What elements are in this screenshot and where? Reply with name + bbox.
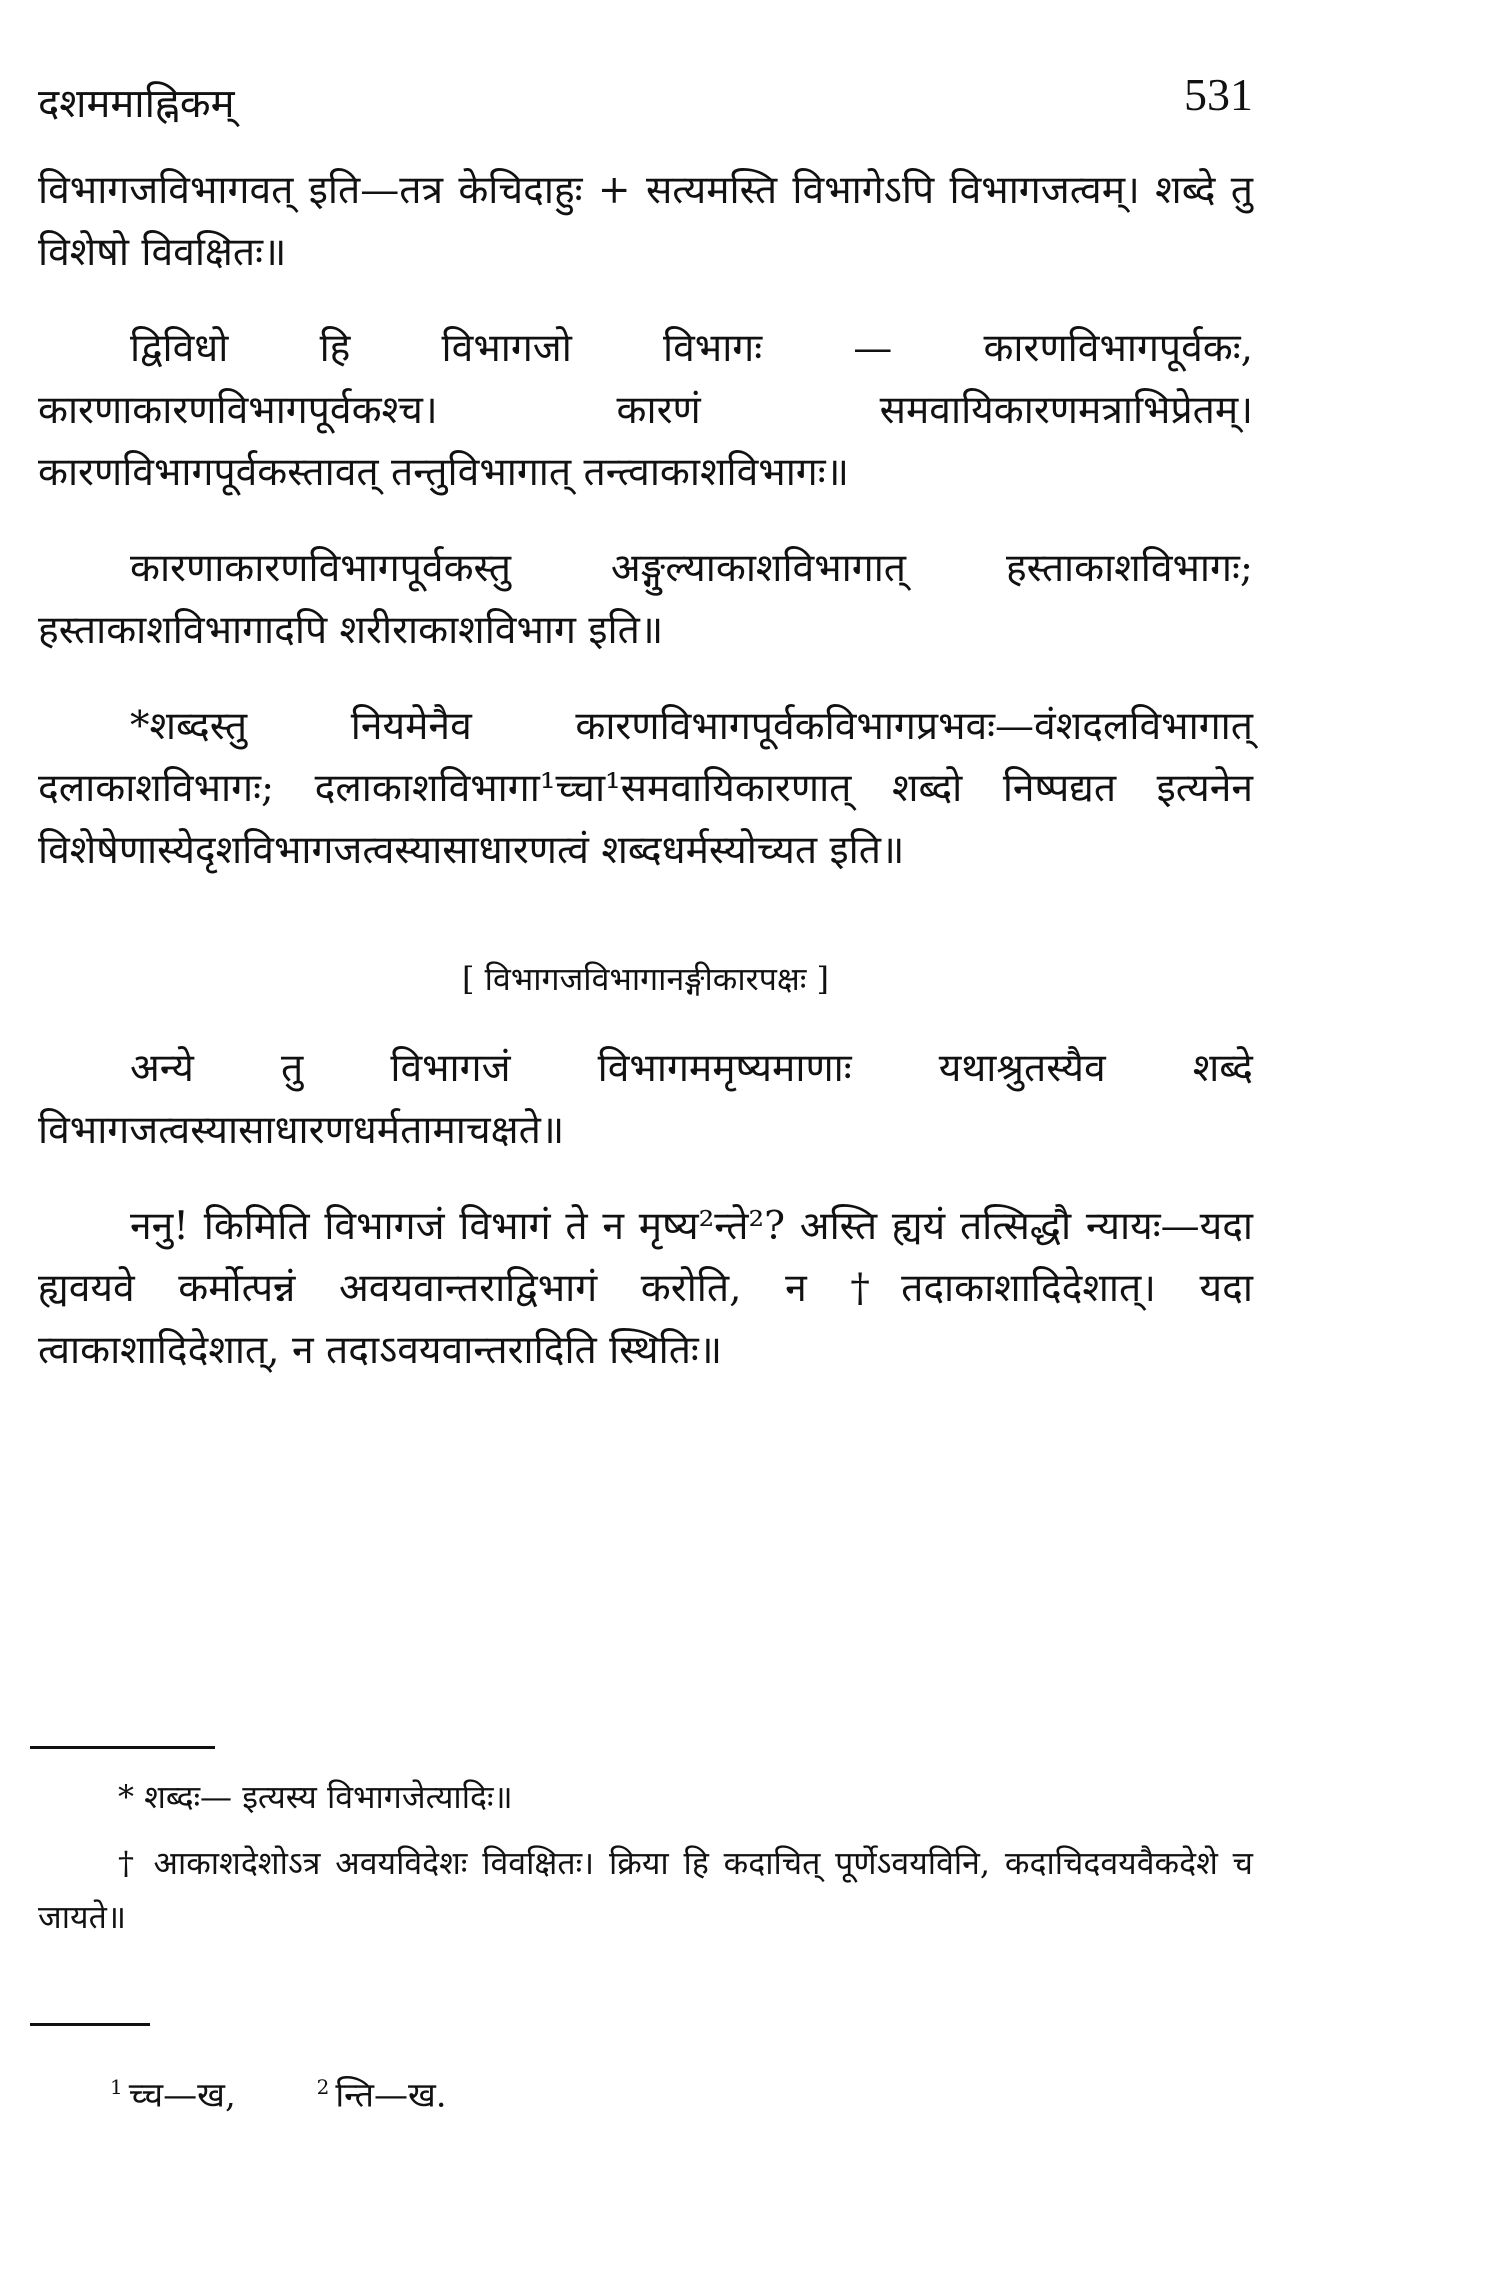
- variant-readings: [110, 2060, 517, 2122]
- page-number: 531: [1184, 69, 1253, 120]
- main-text: [38, 160, 1253, 1416]
- variants-divider: [30, 2023, 150, 2026]
- running-head: दशममाह्निकम्: [38, 81, 235, 127]
- footnote: * शब्दः— इत्यस्य विभागजेत्यादिः॥: [118, 1778, 513, 1816]
- variant-text: न्ति—ख.: [335, 2075, 447, 2116]
- paragraph: ननु! किमिति विभागजं विभागं ते न मृष्य²न्ते²? अस्ति ह्ययं तत्सिद्धौ न्यायः—यदा ह्यवयवे कर्मोत्पन्नं अवयवान्तराद्विभागं करोति, न †तदाकाशादिदेशात्। यदा त्वाकाशादिदेशात्, न तदाऽवयवान्तरादिति स्थितिः॥: [38, 1204, 1253, 1373]
- variant-mark: 1: [110, 2075, 123, 2099]
- variant-mark: 2: [316, 2075, 330, 2099]
- section-heading: [ विभागजविभागानङ्गीकारपक्षः ]: [462, 960, 829, 998]
- paragraph: कारणाकारणविभागपूर्वकस्तु अङ्गुल्याकाशविभागात् हस्ताकाशविभागः; हस्ताकाशविभागादपि शरीराकाशविभाग इति॥: [38, 546, 1253, 653]
- variant-reading: [317, 2060, 447, 2122]
- paragraph: द्विविधो हि विभागजो विभागः — कारणविभागपूर्वकः, कारणाकारणविभागपूर्वकश्च। कारणं समवायिकारणमत्राभिप्रेतम्। कारणविभागपूर्वकस्तावत् तन्तुविभागात् तन्त्वाकाशविभागः॥: [38, 326, 1253, 495]
- footnotes: [38, 1770, 1253, 1956]
- footnote-divider: [30, 1746, 215, 1749]
- variant-reading: [110, 2060, 236, 2122]
- page-header: [38, 68, 1253, 138]
- paragraph: विभागजविभागवत् इति—तत्र केचिदाहुः + सत्यमस्ति विभागेऽपि विभागजत्वम्। शब्दे तु विशेषो विवक्षितः॥: [38, 168, 1253, 275]
- variant-text: च्च—ख,: [128, 2075, 236, 2116]
- paragraph: *शब्दस्तु नियमेनैव कारणविभागपूर्वकविभागप्रभवः—वंशदलविभागात् दलाकाशविभागः; दलाकाशविभागा¹च्चा¹समवायिकारणात् शब्दो निष्पद्यत इत्यनेन विशेषेणास्येदृशविभागजत्वस्यासाधारणत्वं शब्दधर्मस्योच्यत इति॥: [38, 704, 1253, 873]
- paragraph: अन्ये तु विभागजं विभागममृष्यमाणाः यथाश्रुतस्यैव शब्दे विभागजत्वस्यासाधारणधर्मतामाचक्षते॥: [38, 1046, 1253, 1153]
- footnote: † आकाशदेशोऽत्र अवयविदेशः विवक्षितः। क्रिया हि कदाचित् पूर्णेऽवयविनि, कदाचिदवयवैकदेशे च जायते॥: [38, 1844, 1253, 1936]
